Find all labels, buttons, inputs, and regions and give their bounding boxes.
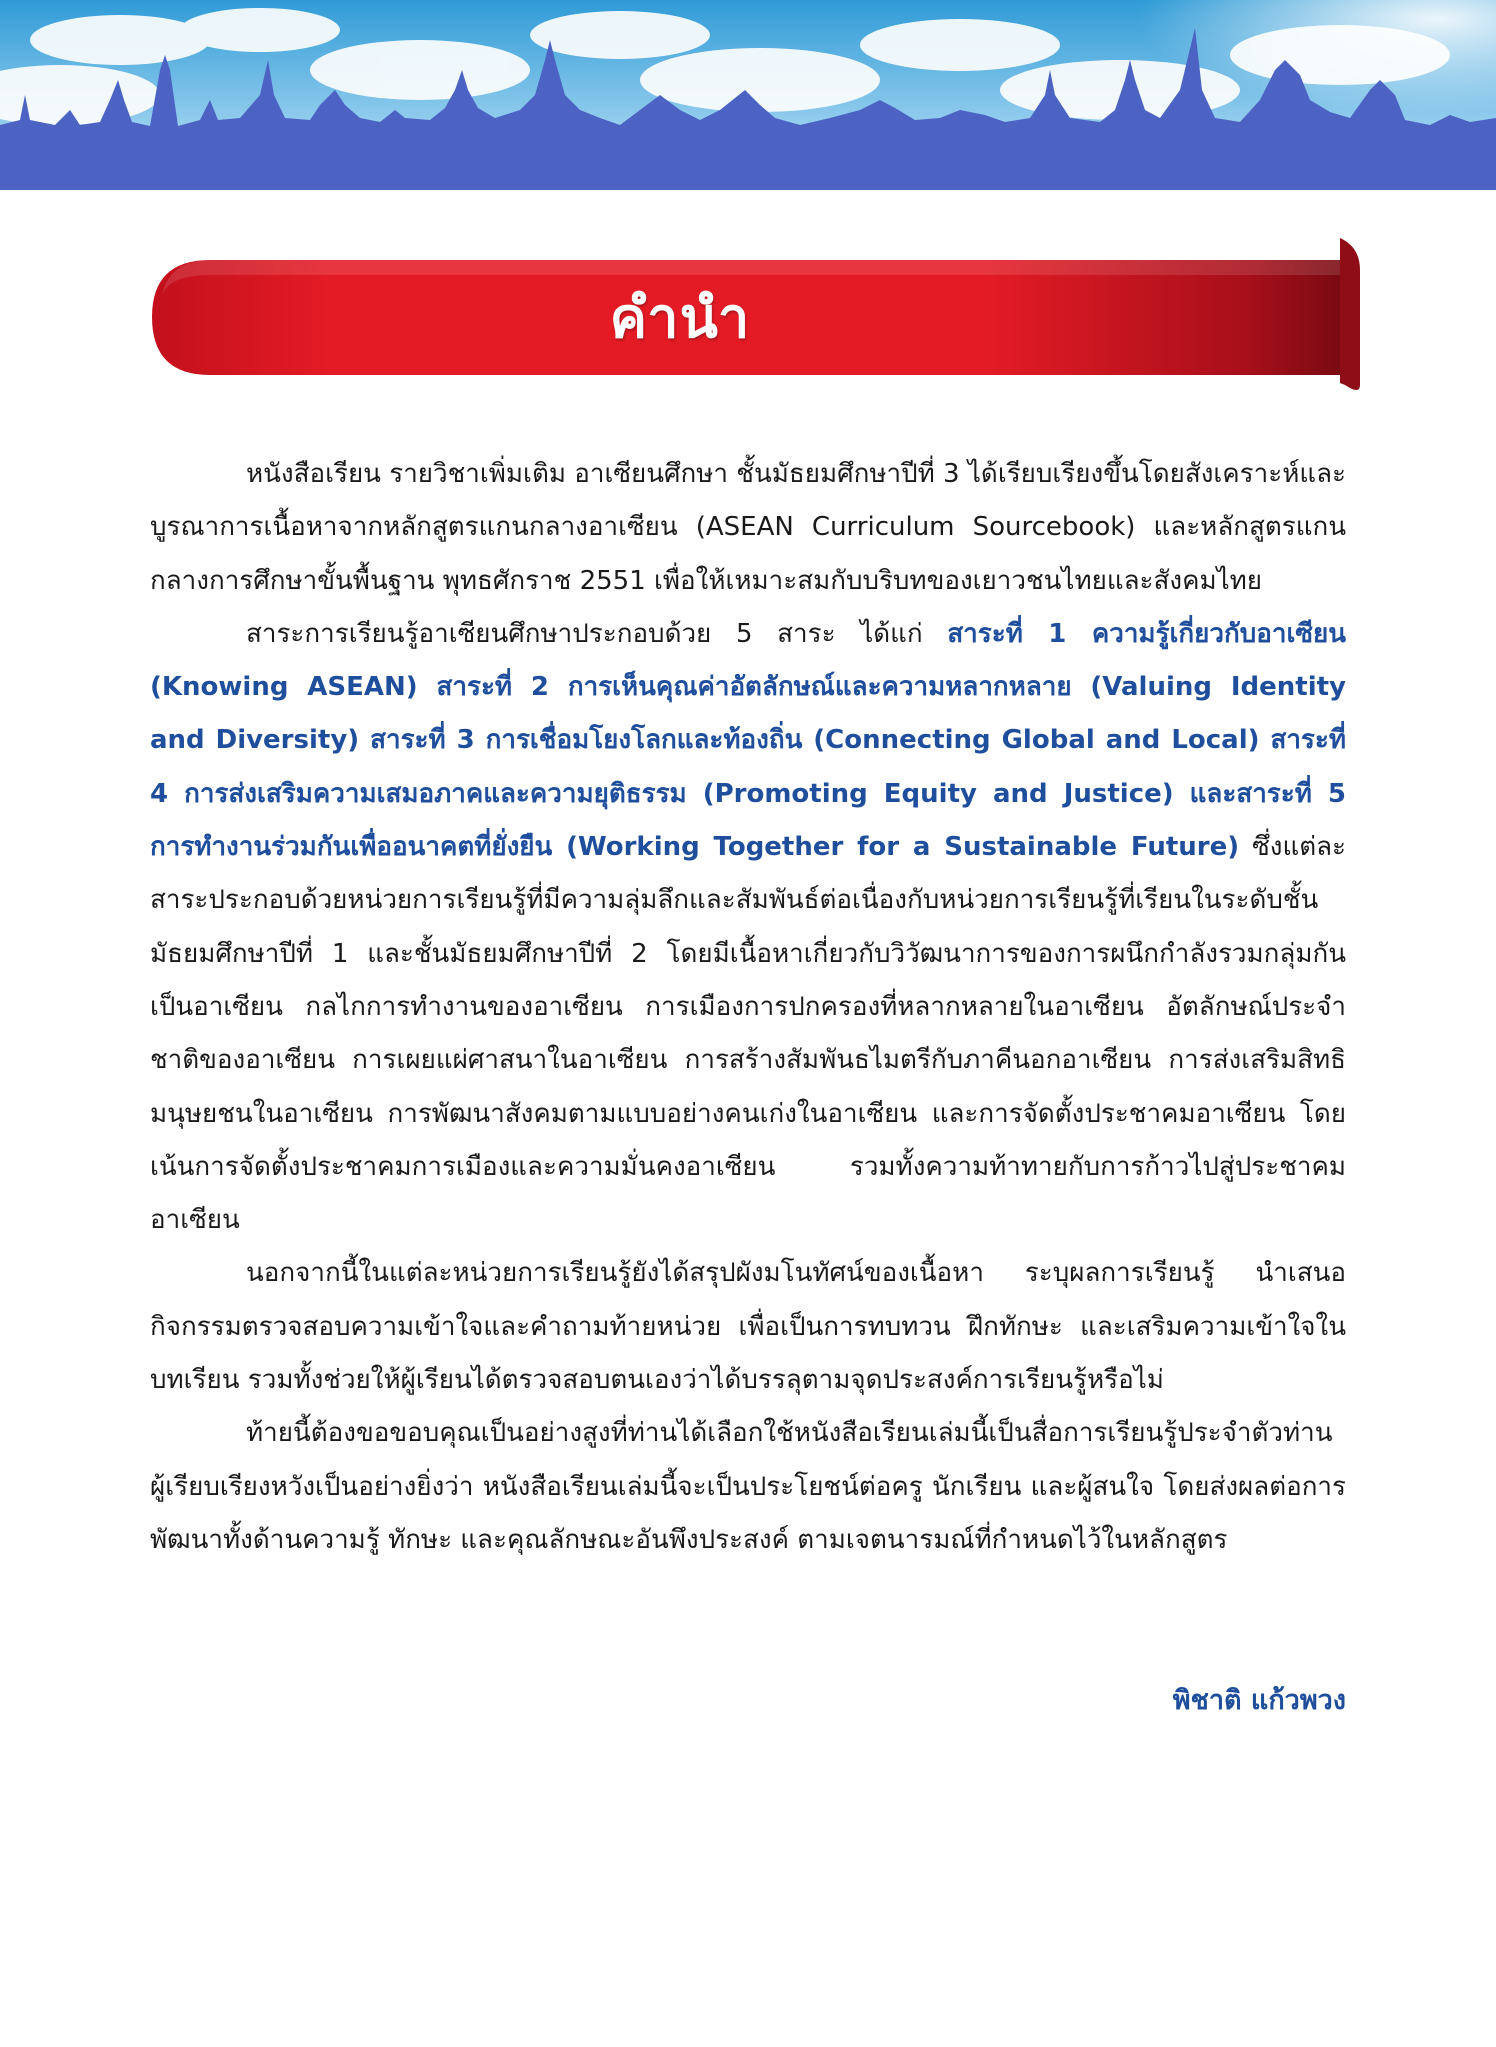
paragraph-text: นอกจากนี้ในแต่ละหน่วยการเรียนรู้ยังได้สรุปผังมโนทัศน์ของเนื้อหา ระบุผลการเรียนรู้ นำเสนอกิจกรรมตรวจสอบความเข้าใจและคำถามท้ายหน่วย เพื่อเป็นการทบทวน ฝึกทักษะ และเสริมความเข้าใจในบทเรียน รวมทั้งช่วยให้ผู้เรียนได้ตรวจสอบตนเองว่าได้บรรลุตามจุดประสงค์การเรียนรู้หรือไม่ xyxy=(150,1258,1346,1396)
author-name: พิชาติ แก้วพวง xyxy=(1172,1685,1346,1716)
paragraph-text: สาระการเรียนรู้อาเซียนศึกษาประกอบด้วย 5 สาระ ได้แก่ xyxy=(246,618,948,649)
highlighted-text: สาระที่ 1 ความรู้เกี่ยวกับอาเซียน (Knowing ASEAN) สาระที่ 2 การเห็นคุณค่าอัตลักษณ์และความหลากหลาย (Valuing Identity and Diversity) สาระที่ 3 การเชื่อมโยงโลกและท้องถิ่น (Connecting Global and Local) สาระที่ 4 การส่งเสริมความเสมอภาคและความยุติธรรม (Promoting Equity and Justice) และสาระที่ 5 การทำงานร่วมกันเพื่ออนาคตที่ยั่งยืน (Working Together for a Sustainable Future) xyxy=(150,618,1346,863)
paragraph-text: ท้ายนี้ต้องขอขอบคุณเป็นอย่างสูงที่ท่านได้เลือกใช้หนังสือเรียนเล่มนี้เป็นสื่อการเรียนรู้ประจำตัวท่าน ผู้เรียบเรียงหวังเป็นอย่างยิ่งว่า หนังสือเรียนเล่มนี้จะเป็นประโยชน์ต่อครู นักเรียน และผู้สนใจ โดยส่งผลต่อการพัฒนาทั้งด้านความรู้ ทักษะ และคุณลักษณะอันพึงประสงค์ ตามเจตนารมณ์ที่กำหนดไว้ในหลักสูตร xyxy=(150,1418,1346,1555)
paragraph-3 xyxy=(150,1247,1346,1407)
paragraph-2 xyxy=(150,608,1346,1248)
paragraph-text: หนังสือเรียน รายวิชาเพิ่มเติม อาเซียนศึกษา ชั้นมัธยมศึกษาปีที่ 3 ได้เรียบเรียงขึ้นโดยสังเคราะห์และบูรณาการเนื้อหาจากหลักสูตรแกนกลางอาเซียน (ASEAN Curriculum Sourcebook) และหลักสูตรแกนกลางการศึกษาขั้นพื้นฐาน พุทธศักราช 2551 เพื่อให้เหมาะสมกับบริบทของเยาวชนไทยและสังคมไทย xyxy=(150,459,1346,596)
paragraph-text: ซึ่งแต่ละสาระประกอบด้วยหน่วยการเรียนรู้ที่มีความลุ่มลึกและสัมพันธ์ต่อเนื่องกับหน่วยการเรียนรู้ที่เรียนในระดับชั้นมัธยมศึกษาปีที่ 1 และชั้นมัธยมศึกษาปีที่ 2 โดยมีเนื้อหาเกี่ยวกับวิวัฒนาการของการผนึกกำลังรวมกลุ่มกันเป็นอาเซียน กลไกการทำงานของอาเซียน การเมืองการปกครองที่หลากหลายในอาเซียน อัตลักษณ์ประจำชาติของอาเซียน การเผยแผ่ศาสนาในอาเซียน การสร้างสัมพันธไมตรีกับภาคีนอกอาเซียน การส่งเสริมสิทธิมนุษยชนในอาเซียน การพัฒนาสังคมตามแบบอย่างคนเก่งในอาเซียน และการจัดตั้งประชาคมอาเซียน โดยเน้นการจัดตั้งประชาคมการเมืองและความมั่นคงอาเซียน รวมทั้งความท้าทายกับการก้าวไปสู่ประชาคมอาเซียน xyxy=(150,832,1346,1236)
body-text xyxy=(150,448,1346,1567)
page-title: คำนำ xyxy=(609,285,751,351)
paragraph-4 xyxy=(150,1407,1346,1567)
paragraph-1 xyxy=(150,448,1346,608)
header-skyline-banner xyxy=(0,0,1496,190)
